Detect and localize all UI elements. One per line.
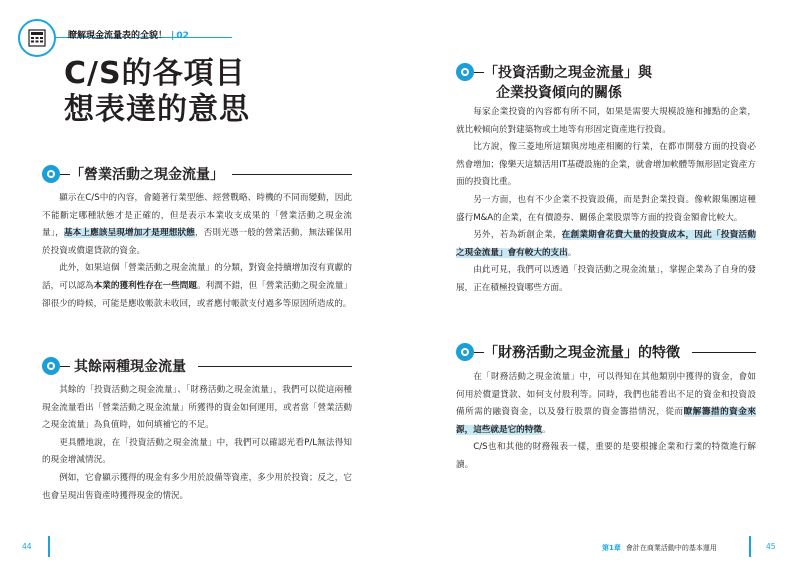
paragraph — [456, 192, 756, 227]
paragraph — [456, 227, 756, 262]
body-text: 另一方面，也有不少企業不投資設備，而是對企業投資。像軟銀集團這種盛行M&A的企業，在有價證券、關係企業股票等方面的投資金額會比較大。 — [456, 194, 756, 223]
heading-rule — [232, 174, 352, 175]
body-text: 。利潤不錯，但「營業活動之現金流量」卻很少的時候，可能是應收帳款未收回，或者應付帳款支付過多等原因所造成的。 — [42, 280, 352, 309]
section-heading-operating — [42, 164, 352, 186]
body-text: 其餘的「投資活動之現金流量」、「財務活動之現金流量」，我們可以從這兩種現金流量看出「營業活動之現金流量」所獲得的資金如何運用，或者當「營業活動之現金流量」為負值時，如何填補它的不足。 — [42, 385, 352, 431]
heading-stub — [474, 352, 484, 353]
section-heading-other — [42, 356, 352, 378]
page-marker-left — [48, 536, 50, 557]
section-body-operating — [42, 190, 352, 313]
heading-stub — [474, 72, 484, 73]
chapter-title: 會計在商業活動中的基本運用 — [625, 544, 717, 552]
body-text: 在「財務活動之現金流量」中，可以得知在其他類別中獲得的資金，會如何用於償還貸款、如何支付股利等。同時，我們也能看出不足的資金和投資設備所需的融資資金，以及發行股票的資金籌措情況，從而 — [456, 372, 756, 418]
paragraph — [42, 470, 352, 505]
highlighted-text: 瞭解籌措的資金來源，這些就是它的特徵 — [456, 407, 756, 435]
paragraph — [42, 382, 352, 435]
body-text: 顯示在C/S中的內容，會隨著行業型態、經營戰略、時機的不同而變動，因此不能斷定哪種狀態才是正確的，但是表示本業收支成果的「營業活動之現金流量」， — [42, 193, 352, 239]
paragraph — [42, 435, 352, 470]
heading-rule — [198, 366, 352, 367]
highlighted-text: 基本上應該呈現增加才是理想狀態 — [63, 228, 195, 239]
body-text: 另外，若為新創企業， — [473, 230, 562, 241]
bullet-icon — [42, 165, 60, 183]
body-text: 。 — [567, 247, 577, 258]
page-title-line-2: 想表達的意思 — [64, 92, 250, 127]
heading-stub — [60, 174, 70, 175]
chapter-footer — [602, 543, 717, 553]
page-number-right: 45 — [766, 542, 776, 551]
body-text: 更具體地說，在「投資活動之現金流量」中，我們可以確認光看P/L無法得知的現金增減情況。 — [42, 437, 352, 466]
series-separator: | — [171, 31, 175, 41]
paragraph — [42, 190, 352, 260]
bold-text: 本業的獲利性存在一些問題 — [93, 280, 197, 291]
calculator-icon — [18, 19, 56, 57]
section-heading-financing — [456, 342, 756, 364]
page-number-left: 44 — [22, 542, 32, 551]
bullet-icon — [456, 343, 474, 361]
paragraph — [456, 139, 756, 192]
body-text: C/S也和其他的財務報表一樣，重要的是要根據企業和行業的特徵進行解讀。 — [456, 442, 756, 470]
page-title-line-1: C/S的各項目 — [64, 56, 246, 91]
chapter-label: 第1章 — [602, 544, 621, 552]
paragraph — [456, 369, 756, 439]
body-text: 例如，它會顯示獲得的現金有多少用於設備等資產，多少用於投資；反之，它也會呈現出售資產時獲得現金的情況。 — [42, 472, 352, 501]
body-text: ，否則光憑一般的營業活動，無法確保用於投資或償還貸款的資金。 — [42, 228, 352, 256]
paragraph — [42, 260, 352, 313]
bullet-icon — [456, 63, 474, 81]
section-heading-text: 「財務活動之現金流量」的特徵 — [484, 345, 680, 361]
paragraph — [456, 439, 756, 474]
body-text: 比方說，像三菱地所這類與房地產相關的行業，在都市開發方面的投資必然會增加；像樂天這類活用IT基礎設施的企業，就會增加軟體等無形固定資產方面的投資比重。 — [456, 142, 756, 188]
page-title — [64, 56, 250, 128]
bullet-icon — [42, 357, 60, 375]
section-body-other — [42, 382, 352, 505]
page-marker-right — [749, 536, 751, 557]
series-header — [68, 28, 189, 41]
section-heading-investing — [456, 60, 756, 100]
heading-rule — [692, 352, 756, 353]
body-text: 。 — [541, 424, 551, 435]
section-heading-text-line-2: 企業投資傾向的關係 — [496, 85, 622, 101]
section-heading-text-line-1: 「投資活動之現金流量」與 — [484, 65, 652, 81]
section-body-financing — [456, 369, 756, 475]
series-title: 瞭解現金流量表的全貌！ — [68, 31, 168, 41]
paragraph — [456, 262, 756, 297]
paragraph — [456, 104, 756, 139]
body-text: 由此可見，我們可以透過「投資活動之現金流量」，掌握企業為了自身的發展，正在積極投資哪些方面。 — [456, 265, 756, 293]
body-text: 每家企業投資的內容都有所不同，如果是需要大規模設施和據點的企業，就比較傾向於對建築物或土地等有形固定資產進行投資。 — [456, 107, 756, 135]
section-heading-text: 「營業活動之現金流量」 — [70, 167, 224, 183]
highlighted-text: 在創業期會花費大量的投資成本，因此「投資活動之現金流量」會有較大的支出 — [456, 230, 756, 258]
section-heading-text: 其餘兩種現金流量 — [74, 359, 186, 375]
section-body-investing — [456, 104, 756, 298]
heading-stub — [60, 366, 70, 367]
body-text: 此外，如果這個「營業活動之現金流量」的分類，對資金持續增加沒有貢獻的話，可以認為 — [42, 263, 352, 291]
series-number: 02 — [176, 31, 189, 41]
